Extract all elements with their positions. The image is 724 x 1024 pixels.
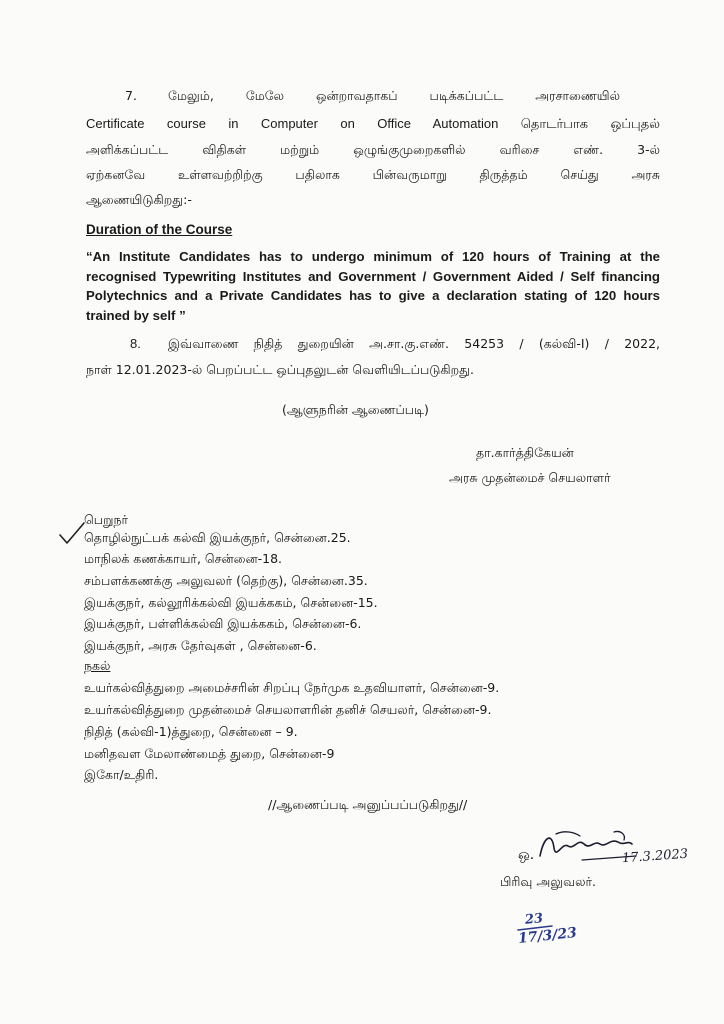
forwarded-by-order: //ஆணைப்படி அனுப்பப்படுகிறது// [268, 797, 468, 812]
copy-item: நிதித் (கல்வி-1)த்துறை, சென்னை – 9. [84, 724, 298, 739]
para7-line5: ஆணையிடுகிறது:- [86, 192, 192, 207]
receipt-note-number: 23 [524, 911, 544, 928]
recipient-item: தொழில்நுட்பக் கல்வி இயக்குநர், சென்னை.25. [84, 530, 351, 545]
copy-heading: நகல் [84, 658, 111, 673]
para8-number: 8. [130, 336, 141, 351]
copy-item: மனிதவள மேலாண்மைத் துறை, சென்னை-9 [84, 746, 335, 761]
para7-line4: ஏற்கனவே உள்ளவற்றிற்கு பதிலாக பின்வருமாறு திருத்தம் செய்து அரசு [86, 167, 660, 182]
signature-initial: ஒ. [518, 847, 535, 863]
para7-number: 7. [125, 88, 137, 103]
receipt-note-date: 17/3/23 [517, 924, 578, 948]
copy-item: இகோ/உதிரி. [84, 767, 159, 782]
copy-item: உயர்கல்வித்துறை முதன்மைச் செயலாளரின் தனிச் செயலர், சென்னை-9. [84, 702, 492, 717]
para7-line1: மேலும், மேலே ஒன்றாவதாகப் படிக்கப்பட்ட அரசாணையில் [168, 88, 620, 103]
duration-quote: “An Institute Candidates has to undergo minimum of 120 hours of Training at the recognised Typewriting Institutes and Government / Government Aided / Self financing Polytechnics and a Private Candidates has to give a declaration stating of 120 hours trained by self ” [86, 249, 660, 323]
recipient-item: இயக்குநர், பள்ளிக்கல்வி இயக்ககம், சென்னை-6. [84, 616, 362, 631]
recipient-item: மாநிலக் கணக்காயர், சென்னை-18. [84, 551, 283, 566]
recipient-item: சம்பளக்கணக்கு அலுவலர் (தெற்கு), சென்னை.35. [84, 573, 368, 588]
para8-line2: நாள் 12.01.2023-ல் பெறப்பட்ட ஒப்புதலுடன் வெளியிடப்படுகிறது. [86, 362, 475, 377]
signature-date: 17.3.2023 [621, 846, 689, 867]
checkmark-icon [58, 521, 86, 547]
duration-heading: Duration of the Course [86, 222, 233, 237]
section-officer-designation: பிரிவு அலுவலர். [500, 874, 596, 889]
by-order-of-governor: (ஆளுநரின் ஆணைப்படி) [282, 402, 429, 417]
para8-line1: இவ்வாணை நிதித் துறையின் அ.சா.கு.எண். 54253 / (கல்வி-I) / 2022, [168, 336, 660, 351]
recipient-item: இயக்குநர், கல்லூரிக்கல்வி இயக்ககம், சென்னை-15. [84, 595, 378, 610]
copy-item: உயர்கல்வித்துறை அமைச்சரின் சிறப்பு நேர்முக உதவியாளர், சென்னை-9. [84, 680, 500, 695]
para7-line2: Certificate course in Computer on Office Automation தொடர்பாக ஒப்புதல் [86, 116, 660, 131]
recipient-item: இயக்குநர், அரசு தேர்வுகள் , சென்னை-6. [84, 638, 317, 653]
recipients-heading: பெறுநர் [84, 512, 129, 527]
para7-line3: அளிக்கப்பட்ட விதிகள் மற்றும் ஒழுங்குமுறைகளில் வரிசை எண். 3-ல் [86, 142, 660, 157]
signatory-designation: அரசு முதன்மைச் செயலாளர் [449, 470, 611, 485]
receipt-note-underline [516, 924, 556, 932]
signatory-name: தா.கார்த்திகேயன் [476, 445, 574, 460]
